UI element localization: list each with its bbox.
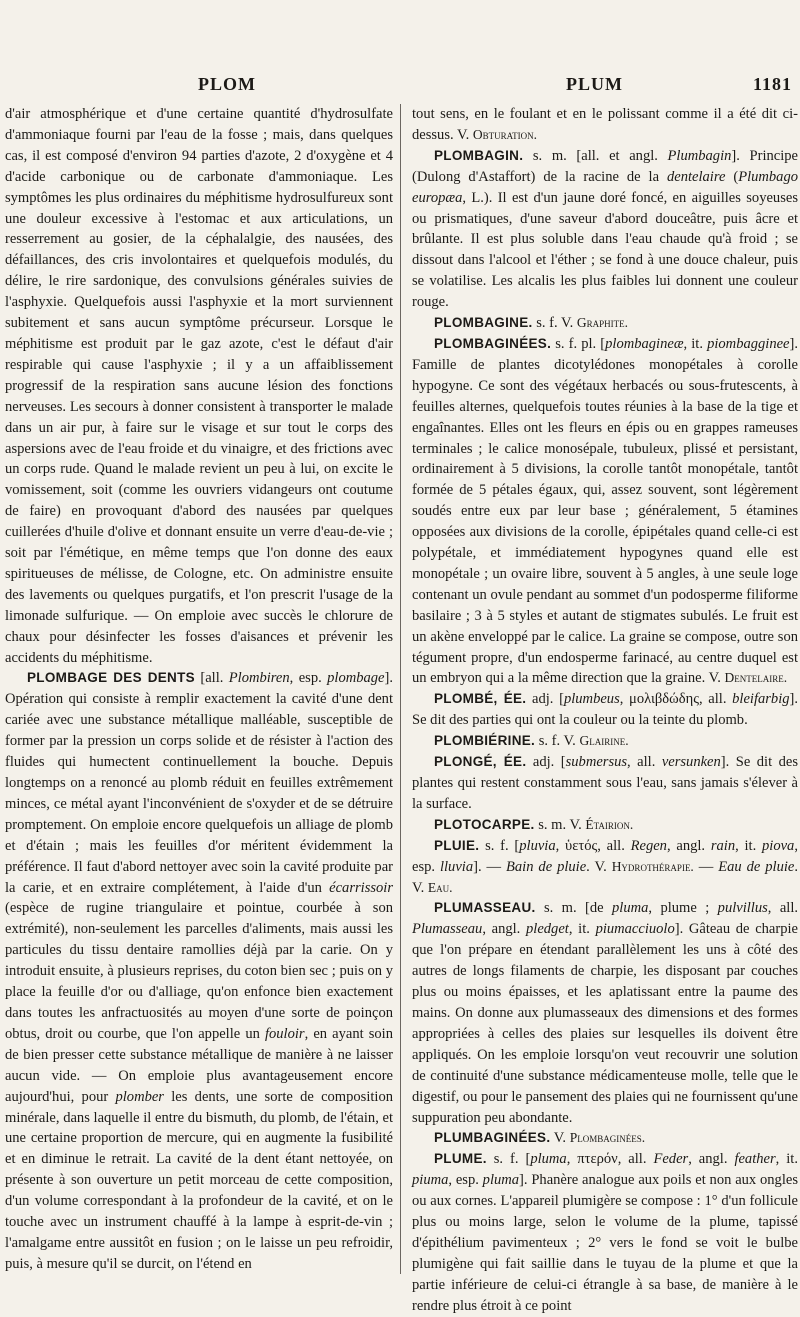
entry-plombagin: PLOMBAGIN. s. m. [all. et angl. Plumbagin]. Principe (Dulong d'Astaffort) de la racine de la dentelaire (Plumbago europæa, L.). Il est d'un jaune doré foncé, en aiguilles soyeuses ou prismatiques, d'une saveur d'abord douceâtre, puis âcre et brûlante. Il est plus soluble dans l'eau chaude qu'à froid ; se dissout dans l'alcool et l'éther ; se fond à une douce chaleur, puis se volatilise. Les alcalis les plus faibles lui donnent une couleur rouge. bbox=[412, 147, 798, 311]
header-middle-word: PLUM bbox=[566, 74, 623, 94]
headword: PLUIE. bbox=[434, 837, 480, 853]
headword: PLOMBÉ, ÉE. bbox=[434, 691, 527, 707]
entry-pluie: PLUIE. s. f. [pluvia, ὑετός, all. Regen, angl. rain, it. piova, esp. lluvia]. — Bain de pluie. V. Hydrothérapie. — Eau de pluie. V. Eau. bbox=[412, 837, 798, 896]
headword: PLUMASSEAU. bbox=[434, 900, 536, 916]
headword: PLUMBAGINÉES. bbox=[434, 1130, 551, 1146]
headword: PLOTOCARPE. bbox=[434, 816, 535, 832]
entry-plume: PLUME. s. f. [pluma, πτερόν, all. Feder, angl. feather, it. piuma, esp. pluma]. Phanère analogue aux poils et non aux ongles ou aux cornes. L'appareil plumigère se compose : 1° d'un follicule plus ou moins large, selon le volume de la plume, tapissé d'épithélium pavimenteux ; 2° vers le fond se voit le bulbe plumigène qui fait saillie dans le tuyau de la plume et que la partie inférieure de celui-ci étrangle à sa base, de manière à le rendre plus étroit à ce point bbox=[412, 1151, 798, 1314]
header-left-word: PLOM bbox=[198, 74, 256, 94]
entry-plotocarpe: PLOTOCARPE. s. m. V. Étairion. bbox=[434, 816, 634, 833]
running-header bbox=[0, 74, 800, 100]
entry-plombagine: PLOMBAGINE. s. f. V. Graphite. bbox=[434, 315, 629, 332]
paragraph-continuation: tout sens, en le foulant et en le polissant comme il a été dit ci-dessus. V. Obturation. bbox=[412, 106, 798, 143]
page-number: 1181 bbox=[752, 74, 792, 94]
headword: PLUME. bbox=[434, 1151, 487, 1167]
headword: PLOMBIÉRINE. bbox=[434, 733, 536, 749]
entry-plombage-des-dents: PLOMBAGE DES DENTS [all. Plombiren, esp. plombage]. Opération qui consiste à remplir exactement la cavité d'une dent cariée avec une substance métallique malléable, susceptible de former par la pression un corps solide et de résister à l'action des fluides qui humectent continuellement la bouche. Depuis longtemps on a renoncé au plomb réduit en feuilles extrêmement minces, ce métal ayant l'inconvénient de s'oxyder et de se détruire promptement. On emploie encore quelquefois un alliage de plomb et d'étain ; mais les feuilles d'or méritent évidemment la préférence. Il faut d'abord nettoyer avec soin la cavité produite par la carie, et en extraire complétement, à l'aide d'un écarrissoir (espèce de rugine triangulaire et pointue, courbée à son extrémité), non-seulement les parcelles d'aliments, mais aussi les particules du tissu dentaire ramollies déjà par la carie. On y introduit ensuite, à plusieurs reprises, du coton bien sec ; puis on y place la feuille d'or ou d'alliage, qu'on enfonce bien exactement dans toutes les anfractuosités au moyen d'une sorte de poinçon obtus, droit ou courbe, que l'on appelle un fouloir, en ayant soin de bien presser cette substance métallique de manière à ne laisser aucun vide. — On emploie plus avantageusement encore aujourd'hui, pour plomber les dents, une sorte de composition minérale, dans laquelle il entre du bismuth, du plomb, de l'étain, et une certaine proportion de mercure, qui en augmente la fusibilité et en diminue le retrait. La cavité de la dent étant nettoyée, on présente à son ouverture un petit morceau de cette composition, d'un volume correspondant à la profondeur de la cavité, et on le touche avec un instrument chauffé à la lampe à esprit-de-vin ; l'amalgame entre aussitôt en fusion ; on le laisse un peu refroidir, puis, à mesure qu'il se durcit, on l'étend en bbox=[5, 670, 393, 1272]
entry-plonge: PLONGÉ, ÉE. adj. [submersus, all. versunken]. Se dit des plantes qui restent constamment sous l'eau, sans jamais s'élever à la surface. bbox=[412, 754, 798, 812]
headword: PLOMBAGIN. bbox=[434, 147, 524, 163]
headword: PLOMBAGINÉES. bbox=[434, 335, 552, 351]
column-divider bbox=[400, 104, 401, 1274]
left-column bbox=[5, 104, 393, 1274]
entry-plombierine: PLOMBIÉRINE. s. f. V. Glairine. bbox=[434, 733, 629, 750]
headword: PLONGÉ, ÉE. bbox=[434, 754, 527, 770]
entry-plumasseau: PLUMASSEAU. s. m. [de pluma, plume ; pulvillus, all. Plumasseau, angl. pledget, it. piumacciuolo]. Gâteau de charpie que l'on prépare en étendant parallèlement les uns à côté des autres de longs filaments de charpie, les disposant par couches plus ou moins épaisses, et les aplatissant entre la paume des mains. On donne aux plumasseaux des dimensions et des formes appropriées à celles des plaies sur lesquelles ils doivent être appliqués. On les emploie lorsqu'on veut recouvrir une solution de continuité d'une substance médicamenteuse molle, telle que le digestif, ou pour le pansement des plaies qui ne fournissent qu'une suppuration peu abondante. bbox=[412, 900, 799, 1126]
right-column bbox=[412, 104, 799, 1314]
entry-plombe: PLOMBÉ, ÉE. adj. [plumbeus, μολιβδώδης, all. bleifarbig]. Se dit des parties qui ont la couleur ou la teinte du plomb. bbox=[412, 691, 799, 729]
entry-plumbaginees: PLUMBAGINÉES. V. Plombaginées. bbox=[434, 1130, 646, 1147]
headword: PLOMBAGE DES DENTS bbox=[27, 670, 195, 686]
headword: PLOMBAGINE. bbox=[434, 315, 533, 331]
entry-plombaginees: PLOMBAGINÉES. s. f. pl. [plombagineæ, it. piombagginee]. Famille de plantes dicotylédones monopétales à corolle hypogyne. Ce sont des végétaux herbacés ou sous-frutescents, à feuilles alternes, quelquefois toutes réunies à la base de la tige et engaînantes. Elles ont les fleurs en épis ou en grappes rameuses terminales ; le calice monosépale, tubuleux, plissé et persistant, ordinairement à 5 divisions, la corolle tantôt monopétale, tantôt formée de 5 pétales égaux, qui, assez souvent, sont légèrement soudés entre eux par leur base ; généralement, 5 étamines opposées aux divisions de la corolle, épipétales quand celle-ci est polypétale, et immédiatement hypogynes quand elle est monopétale ; un ovaire libre, souvent à 5 angles, à une seule loge contenant un ovule pendant au sommet d'un podosperme filiforme basilaire ; 3 à 5 styles et autant de stigmates subulés. Le fruit est un akène enveloppé par le calice. La graine se compose, outre son tégument propre, d'un endosperme farinacé, au centre duquel est un embryon qui a la même direction que la graine. V. Dentelaire. bbox=[412, 335, 798, 687]
paragraph-mephitisme: d'air atmosphérique et d'une certaine quantité d'hydrosulfate d'ammoniaque fourni par l'eau de la fosse ; mais, dans quelques cas, il est composé d'environ 94 parties d'azote, 2 d'oxygène et 4 d'acide carbonique ou de carbonate d'ammoniaque. Les symptômes les plus ordinaires du méphitisme hydrosulfureux sont une douleur excessive à l'estomac et aux articulations, un resserrement au gosier, de la céphalalgie, des nausées, des défaillances, des cris involontaires et quelquefois modulés, du délire, le rire sardonique, des convulsions générales suivies de l'asphyxie. Quelquefois aussi l'asphyxie et la mort surviennent subitement et sans aucun symptôme précurseur. Lorsque le méphitisme est produit par le gaz azote, c'est le défaut d'air respirable qui cause l'asphyxie ; il y a un affaiblissement progressif de la respiration sans aucune lésion des fonctions nerveuses. Les secours à donner consistent à transporter le malade dans un air pur, à faire sur le visage et sur tout le corps des aspersions avec de l'eau froide et du vinaigre, et des frictions avec un corps rude. Quand le malade revient un peu à lui, on excite le vomissement, soit (comme les ouvriers vidangeurs ont coutume de faire) en provoquant d'abord des nausées par quelques cuillerées d'huile d'olive et donnant ensuite un verre d'eau-de-vie ; soit par l'émétique, en même temps que l'on donne des eaux spiritueuses de mélisse, de Cologne, etc. On administre ensuite des lavements ou quelques purgatifs, et l'on prescrit l'usage de la limonade sulfurique. — On emploie avec succès le chlorure de chaux pour désinfecter les fosses d'aisances et prévenir les accidents du méphitisme. bbox=[5, 106, 393, 666]
